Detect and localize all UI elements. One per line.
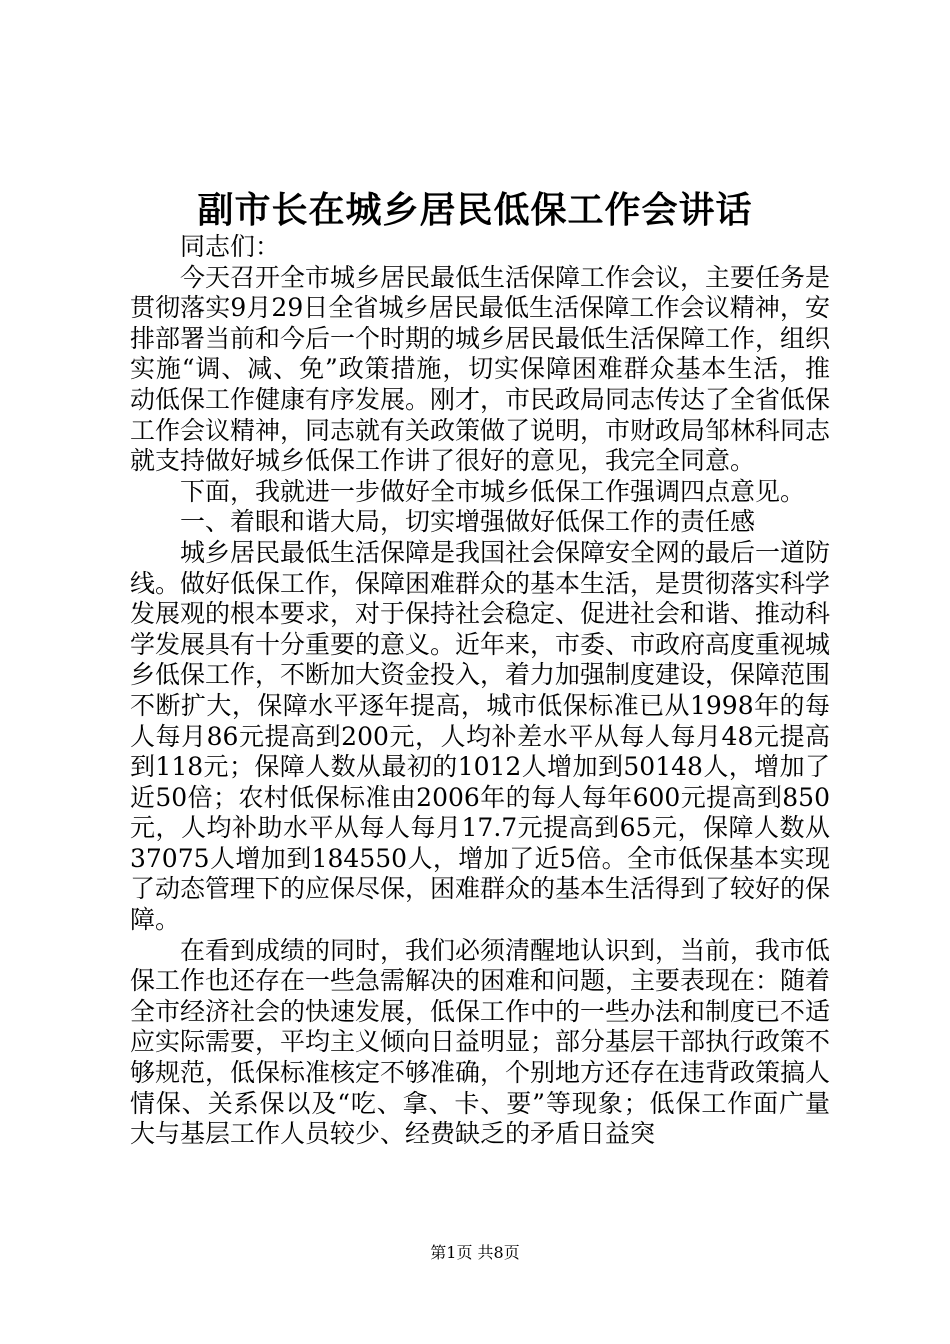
section-heading: 一、着眼和谐大局，切实增强做好低保工作的责任感 <box>180 507 756 537</box>
paragraph: 城乡居民最低生活保障是我国社会保障安全网的最后一道防线。做好低保工作，保障困难群众的基本生活，是贯彻落实科学发展观的根本要求，对于保持社会稳定、促进社会和谐、推动科学发展具有十分重要的意义。近年来，市委、市政府高度重视城乡低保工作，不断加大资金投入，着力加强制度建设，保障范围不断扩大，保障水平逐年提高，城市低保标准已从1998年的每人每月86元提高到200元，人均补差水平从每人每月48元提高到118元；保障人数从最初的1012人增加到50148人，增加了近50倍；农村低保标准由2006年的每人每年600元提高到850元，人均补助水平从每人每月17.7元提高到65元，保障人数从37075人增加到184550人，增加了近5倍。全市低保基本实现了动态管理下的应保尽保，困难群众的基本生活得到了较好的保障。 <box>130 537 831 935</box>
page-number-footer: 第1页 共8页 <box>430 1243 520 1262</box>
paragraph: 今天召开全市城乡居民最低生活保障工作会议，主要任务是贯彻落实9月29日全省城乡居民最低生活保障工作会议精神，安排部署当前和今后一个时期的城乡居民最低生活保障工作，组织实施“调、减、免”政策措施，切实保障困难群众基本生活，推动低保工作健康有序发展。刚才，市民政局同志传达了全省低保工作会议精神，同志就有关政策做了说明，市财政局邹林科同志就支持做好城乡低保工作讲了很好的意见，我完全同意。 <box>130 262 831 476</box>
document-title: 副市长在城乡居民低保工作会讲话 <box>197 189 753 231</box>
paragraph: 在看到成绩的同时，我们必须清醒地认识到，当前，我市低保工作也还存在一些急需解决的困难和问题，主要表现在：随着全市经济社会的快速发展，低保工作中的一些办法和制度已不适应实际需要，平均主义倾向日益明显；部分基层干部执行政策不够规范，低保标准核定不够准确，个别地方还存在违背政策搞人情保、关系保以及“吃、拿、卡、要”等现象；低保工作面广量大与基层工作人员较少、经费缺乏的矛盾日益突 <box>130 935 831 1149</box>
document-body <box>130 232 830 1150</box>
salutation: 同志们： <box>180 232 281 261</box>
paragraph: 下面，我就进一步做好全市城乡低保工作强调四点意见。 <box>180 476 806 506</box>
